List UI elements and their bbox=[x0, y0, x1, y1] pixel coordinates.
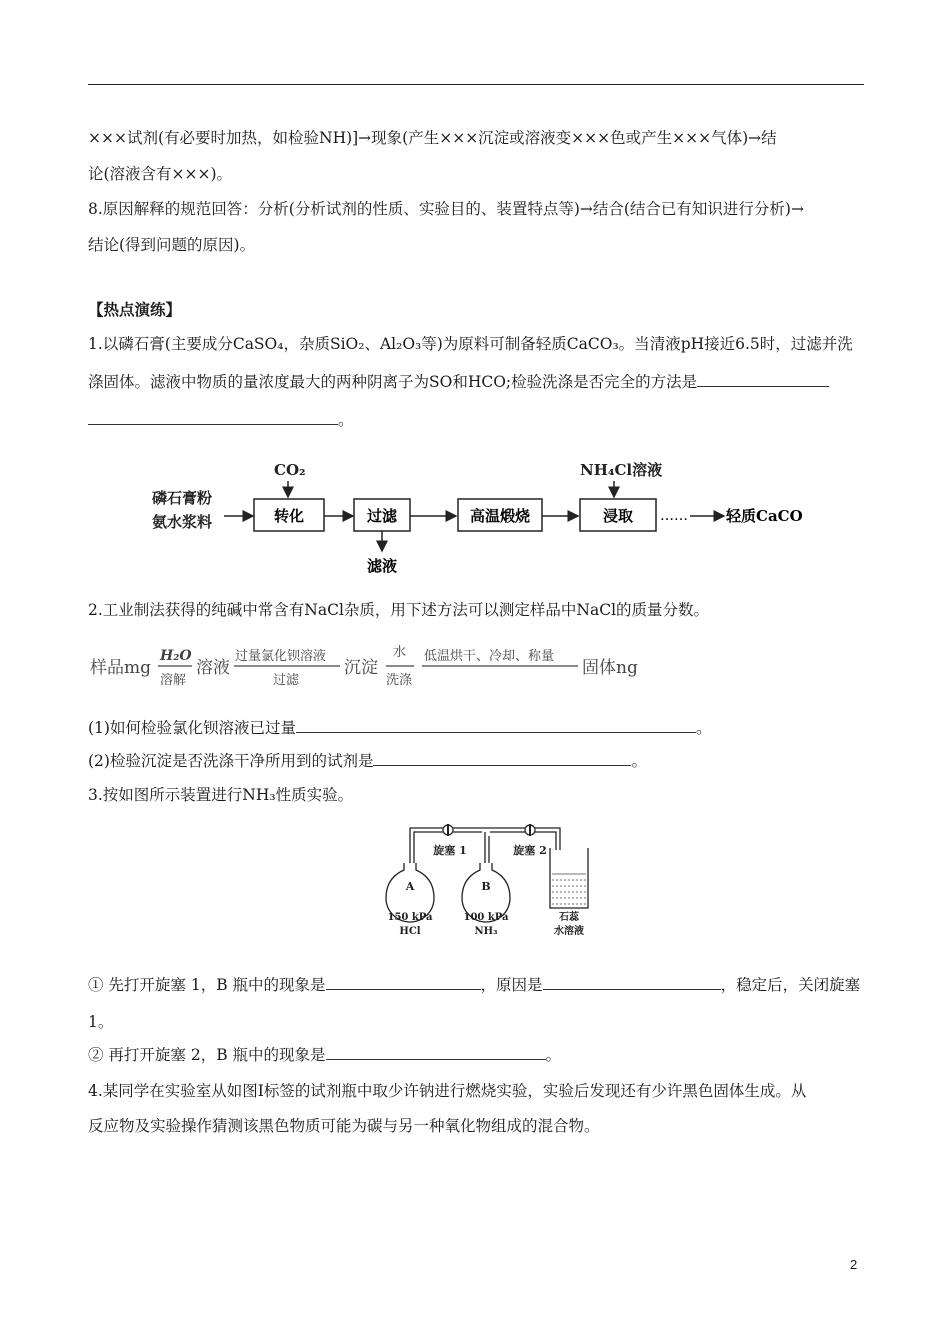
beaker-label: 水溶液 bbox=[554, 926, 584, 937]
apparatus-diagram bbox=[370, 818, 610, 943]
punctuation: 。 bbox=[631, 752, 647, 770]
paragraph-line: 8.原因解释的规范回答：分析(分析试剂的性质、实验目的、装置特点等)→结合(结合已有知识进行分析)→ bbox=[88, 200, 804, 218]
filtrate-label: 滤液 bbox=[366, 557, 398, 575]
nh4cl-label: NH₄Cl溶液 bbox=[580, 461, 663, 479]
flow-text: 过滤 bbox=[273, 673, 300, 688]
flask-a-pressure: 150 kPa bbox=[387, 912, 433, 923]
flow-text: 沉淀 bbox=[344, 658, 378, 678]
answer-blank[interactable] bbox=[326, 1045, 546, 1060]
step-label: 浸取 bbox=[602, 507, 634, 525]
question-2-sub bbox=[88, 751, 868, 771]
question-2-sub-text: (1)如何检验氯化钡溶液已过量 bbox=[88, 719, 296, 737]
question-1-line bbox=[88, 372, 868, 392]
question-1-text: 涤固体。滤液中物质的量浓度最大的两种阴离子为SO和HCO;检验洗涤是否完全的方法是 bbox=[88, 373, 698, 391]
measurement-flow-diagram bbox=[88, 636, 648, 692]
flow-text: 固体ng bbox=[582, 658, 638, 678]
paragraph-line: 结论(得到问题的原因)。 bbox=[88, 236, 256, 254]
flow-input-label: 氨水浆料 bbox=[152, 513, 213, 531]
answer-blank[interactable] bbox=[326, 975, 481, 990]
flow-text: 过量氯化钡溶液 bbox=[235, 649, 327, 664]
flow-text: 样品mg bbox=[90, 658, 152, 678]
flow-text: 水 bbox=[393, 645, 407, 660]
flow-text: 溶液 bbox=[196, 658, 230, 678]
question-2-sub-text: (2)检验沉淀是否洗涤干净所用到的试剂是 bbox=[88, 752, 374, 770]
beaker bbox=[550, 848, 588, 908]
valve-2-label: 旋塞 2 bbox=[513, 844, 547, 857]
page-number: 2 bbox=[850, 1257, 858, 1272]
step-label: 高温煅烧 bbox=[469, 507, 531, 525]
punctuation: 。 bbox=[695, 719, 712, 737]
paragraph-line: ×××试剂(有必要时加热，如检验NH)]→现象(产生×××沉淀或溶液变×××色或产生×××气体)→结 bbox=[88, 129, 777, 147]
question-3-sub bbox=[88, 975, 868, 995]
co2-label: CO₂ bbox=[274, 461, 306, 479]
section-title: 【热点演练】 bbox=[88, 300, 182, 319]
step-label: 转化 bbox=[273, 507, 305, 525]
question-1-line bbox=[88, 410, 868, 430]
beaker-label: 石蕊 bbox=[559, 912, 579, 923]
question-3-line: 3.按如图所示装置进行NH₃性质实验。 bbox=[88, 786, 354, 804]
punctuation: 。 bbox=[545, 1046, 562, 1064]
flask-b-label: B bbox=[481, 880, 491, 893]
question-3-sub-text: ② 再打开旋塞 2，B 瓶中的现象是 bbox=[88, 1046, 326, 1064]
paragraph-line: 论(溶液含有×××)。 bbox=[88, 165, 233, 183]
flask-b-pressure: 100 kPa bbox=[463, 912, 509, 923]
answer-blank[interactable] bbox=[296, 718, 696, 733]
answer-blank[interactable] bbox=[88, 410, 338, 425]
flow-text: 低温烘干、冷却、称量 bbox=[424, 649, 555, 664]
flask-a-label: A bbox=[405, 880, 415, 893]
ellipsis-label: …… bbox=[660, 508, 688, 524]
product-label: 轻质CaCO bbox=[726, 507, 803, 525]
question-2-line: 2.工业制法获得的纯碱中常含有NaCl杂质，用下述方法可以测定样品中NaCl的质量分数。 bbox=[88, 601, 710, 619]
answer-blank[interactable] bbox=[373, 751, 631, 766]
valve-1-label: 旋塞 1 bbox=[433, 844, 467, 857]
flow-text: H₂O bbox=[160, 648, 192, 664]
question-4-line: 反应物及实验操作猜测该黑色物质可能为碳与另一种氧化物组成的混合物。 bbox=[88, 1117, 600, 1135]
question-3-sub-text: ，稳定后，关闭旋塞 bbox=[720, 976, 861, 994]
flow-text: 溶解 bbox=[160, 673, 187, 688]
answer-blank[interactable] bbox=[697, 372, 829, 387]
flask-a-gas: HCl bbox=[399, 926, 421, 937]
header-rule bbox=[88, 84, 864, 85]
punctuation: 。 bbox=[338, 411, 354, 429]
process-flow-diagram bbox=[140, 455, 820, 580]
flow-text: 洗涤 bbox=[386, 673, 413, 688]
question-3-sub: 1。 bbox=[88, 1013, 114, 1031]
step-label: 过滤 bbox=[366, 507, 398, 525]
question-3-sub-text: ，原因是 bbox=[480, 976, 543, 994]
question-4-line: 4.某同学在实验室从如图Ⅰ标签的试剂瓶中取少许钠进行燃烧实验，实验后发现还有少许黑色固体生成。从 bbox=[88, 1082, 807, 1100]
question-3-sub bbox=[88, 1045, 868, 1065]
question-1-line: 1.以磷石膏(主要成分CaSO₄，杂质SiO₂、Al₂O₃等)为原料可制备轻质CaCO₃。当清液pH接近6.5时，过滤并洗 bbox=[88, 335, 853, 353]
answer-blank[interactable] bbox=[543, 975, 721, 990]
flask-b-gas: NH₃ bbox=[474, 926, 498, 937]
flow-input-label: 磷石膏粉 bbox=[152, 489, 213, 507]
question-3-sub-text: ① 先打开旋塞 1，B 瓶中的现象是 bbox=[88, 976, 326, 994]
question-2-sub bbox=[88, 718, 868, 738]
